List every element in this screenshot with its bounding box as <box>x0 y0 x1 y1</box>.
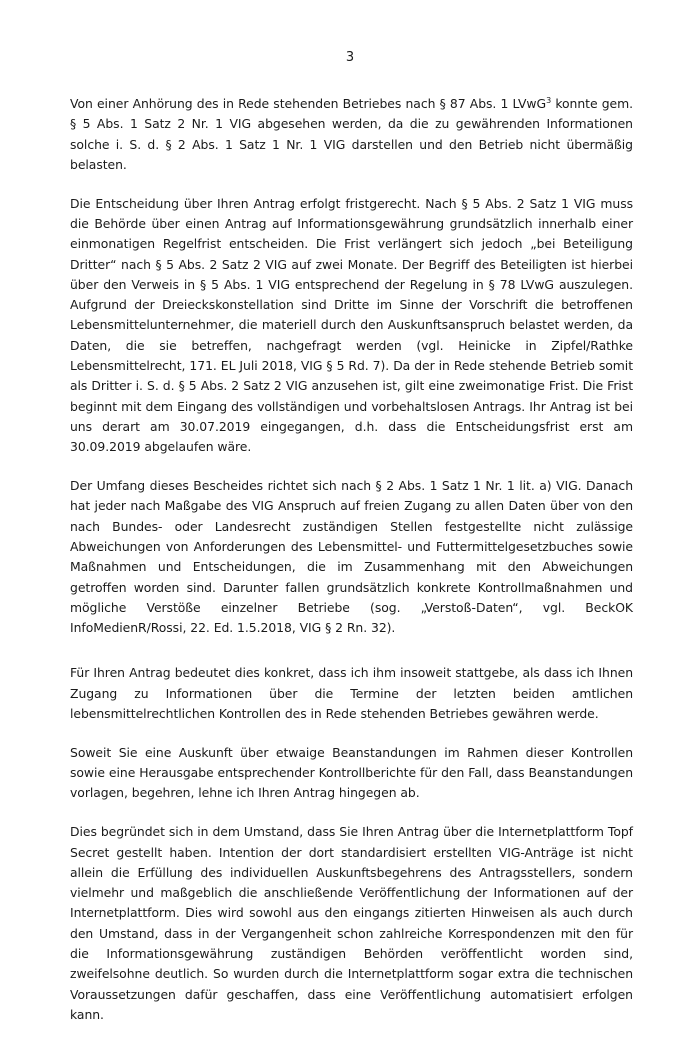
footnote-ref: 3 <box>546 95 552 105</box>
paragraph-partial-grant: Für Ihren Antrag bedeutet dies konkret, dass ich ihm insoweit stattgebe, als dass ich Ihnen Zugang zu Informationen über die Termine der letzten beiden amtlichen lebensmittelrechtlichen Kontrollen des in Rede stehenden Betriebes gewähren werde. <box>70 665 633 722</box>
document-body <box>70 94 633 1044</box>
paragraph-hearing-text-cont: konnte gem. § 5 Abs. 1 Satz 2 Nr. 1 VIG abgesehen werden, da die zu gewährenden Informationen solche i. S. d. § 2 Abs. 1 Satz 1 Nr. 1 VIG darstellen und den Betrieb nicht übermäßig belasten. <box>70 96 634 172</box>
paragraph-rejection: Soweit Sie eine Auskunft über etwaige Beanstandungen im Rahmen dieser Kontrollen sowie eine Herausgabe entsprechender Kontrollberichte für den Fall, dass Beanstandungen vorlagen, begehren, lehne ich Ihren Antrag hingegen ab. <box>70 744 633 801</box>
paragraph-hearing <box>70 94 633 175</box>
paragraph-reasoning: Dies begründet sich in dem Umstand, dass Sie Ihren Antrag über die Internetplattform Topf Secret gestellt haben. Intention der dort standardisiert erstellten VIG-Anträge ist nicht allein die Erfüllung des individuellen Auskunftsbegehrens des Antragsstellers, sondern vielmehr und maßgeblich die anschließende Veröffentlichung der Informationen auf der Internetplattform. Dies wird sowohl aus den eingangs zitierten Hinweisen als auch durch den Umstand, dass in der Vergangenheit schon zahlreiche Korrespondenzen mit den für die Informationsgewährung zuständigen Behörden veröffentlicht worden sind, zweifelsohne deutlich. So wurden durch die Internetplattform sogar extra die technischen Voraussetzungen dafür geschaffen, dass eine Veröffentlichung automatisiert erfolgen kann. <box>70 824 633 1022</box>
paragraph-hearing-text: Von einer Anhörung des in Rede stehenden Betriebes nach § 87 Abs. 1 LVwG <box>70 96 547 111</box>
paragraph-scope: Der Umfang dieses Bescheides richtet sich nach § 2 Abs. 1 Satz 1 Nr. 1 lit. a) VIG. Danach hat jeder nach Maßgabe des VIG Anspruch auf freien Zugang zu allen Daten über von den nach Bundes- oder Landesrecht zuständigen Stellen festgestellte nicht zulässige Abweichungen von Anforderungen des Lebensmittel- und Futtermittelgesetzbuches sowie Maßnahmen und Entscheidungen, die im Zusammenhang mit den Abweichungen getroffen worden sind. Darunter fallen grundsätzlich konkrete Kontrollmaßnahmen und mögliche Verstöße einzelner Betriebe (sog. „Verstoß-Daten“, vgl. BeckOK InfoMedienR/Rossi, 22. Ed. 1.5.2018, VIG § 2 Rn. 32). <box>70 478 633 636</box>
paragraph-deadline: Die Entscheidung über Ihren Antrag erfolgt fristgerecht. Nach § 5 Abs. 2 Satz 1 VIG muss die Behörde über einen Antrag auf Informationsgewährung grundsätzlich innerhalb einer einmonatigen Regelfrist entscheiden. Die Frist verlängert sich jedoch „bei Beteiligung Dritter“ nach § 5 Abs. 2 Satz 2 VIG auf zwei Monate. Der Begriff des Beteiligten ist hierbei über den Verweis in § 5 Abs. 1 VIG entsprechend der Regelung in § 78 LVwG auszulegen. Aufgrund der Dreieckskonstellation sind Dritte im Sinne der Vorschrift die betroffenen Lebensmittelunternehmer, die materiell durch den Auskunftsanspruch belastet werden, da Daten, die sie betreffen, nachgefragt werden (vgl. Heinicke in Zipfel/Rathke Lebensmittelrecht, 171. EL Juli 2018, VIG § 5 Rd. 7). Da der in Rede stehende Betrieb somit als Dritter i. S. d. § 5 Abs. 2 Satz 2 VIG anzusehen ist, gilt eine zweimonatige Frist. Die Frist beginnt mit dem Eingang des vollständigen und vorbehaltslosen Antrags. Ihr Antrag ist bei uns derart am 30.07.2019 eingegangen, d.h. dass die Entscheidungsfrist erst am 30.09.2019 abgelaufen wäre. <box>70 195 633 455</box>
page-number: 3 <box>345 50 355 65</box>
